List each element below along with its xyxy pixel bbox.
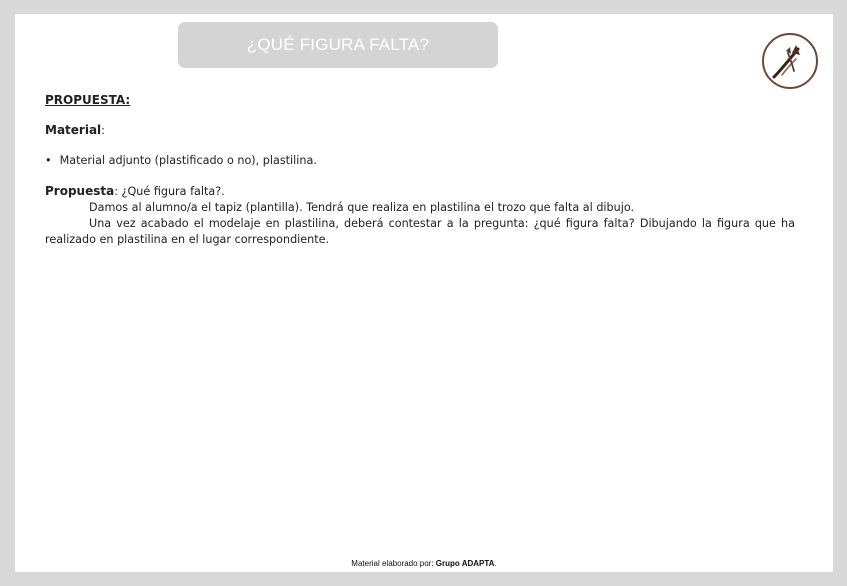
title-banner bbox=[178, 22, 498, 68]
brush-logo-icon bbox=[760, 31, 820, 91]
material-colon: : bbox=[101, 124, 105, 137]
document-page bbox=[15, 14, 833, 572]
material-bullet-item bbox=[45, 153, 795, 169]
propuesta-label: Propuesta bbox=[45, 184, 115, 198]
material-line bbox=[45, 122, 795, 139]
propuesta-line bbox=[45, 183, 795, 200]
paragraph-2: Una vez acabado el modelaje en plastilina, deberá contestar a la pregunta: ¿qué figura falta? Dibujando la figura que ha realizado en plastilina en el lugar correspondiente. bbox=[45, 217, 795, 246]
paragraph-1: Damos al alumno/a el tapiz (plantilla). Tendrá que realiza en plastilina el trozo que falta al dibujo. bbox=[89, 201, 635, 214]
footer-credit bbox=[15, 559, 833, 568]
content-body bbox=[45, 92, 795, 248]
footer-prefix: Material elaborado por: bbox=[351, 559, 436, 568]
material-item-text: Material adjunto (plastificado o no), plastilina. bbox=[59, 154, 317, 167]
footer-author: Grupo ADAPTA bbox=[435, 559, 495, 568]
page-title: ¿QUÉ FIGURA FALTA? bbox=[246, 35, 430, 54]
bullet-icon: • bbox=[45, 154, 52, 167]
section-heading: PROPUESTA: bbox=[45, 93, 131, 107]
footer-suffix: . bbox=[494, 559, 497, 568]
propuesta-text: : ¿Qué figura falta?. bbox=[114, 185, 225, 198]
material-label: Material bbox=[45, 123, 102, 137]
